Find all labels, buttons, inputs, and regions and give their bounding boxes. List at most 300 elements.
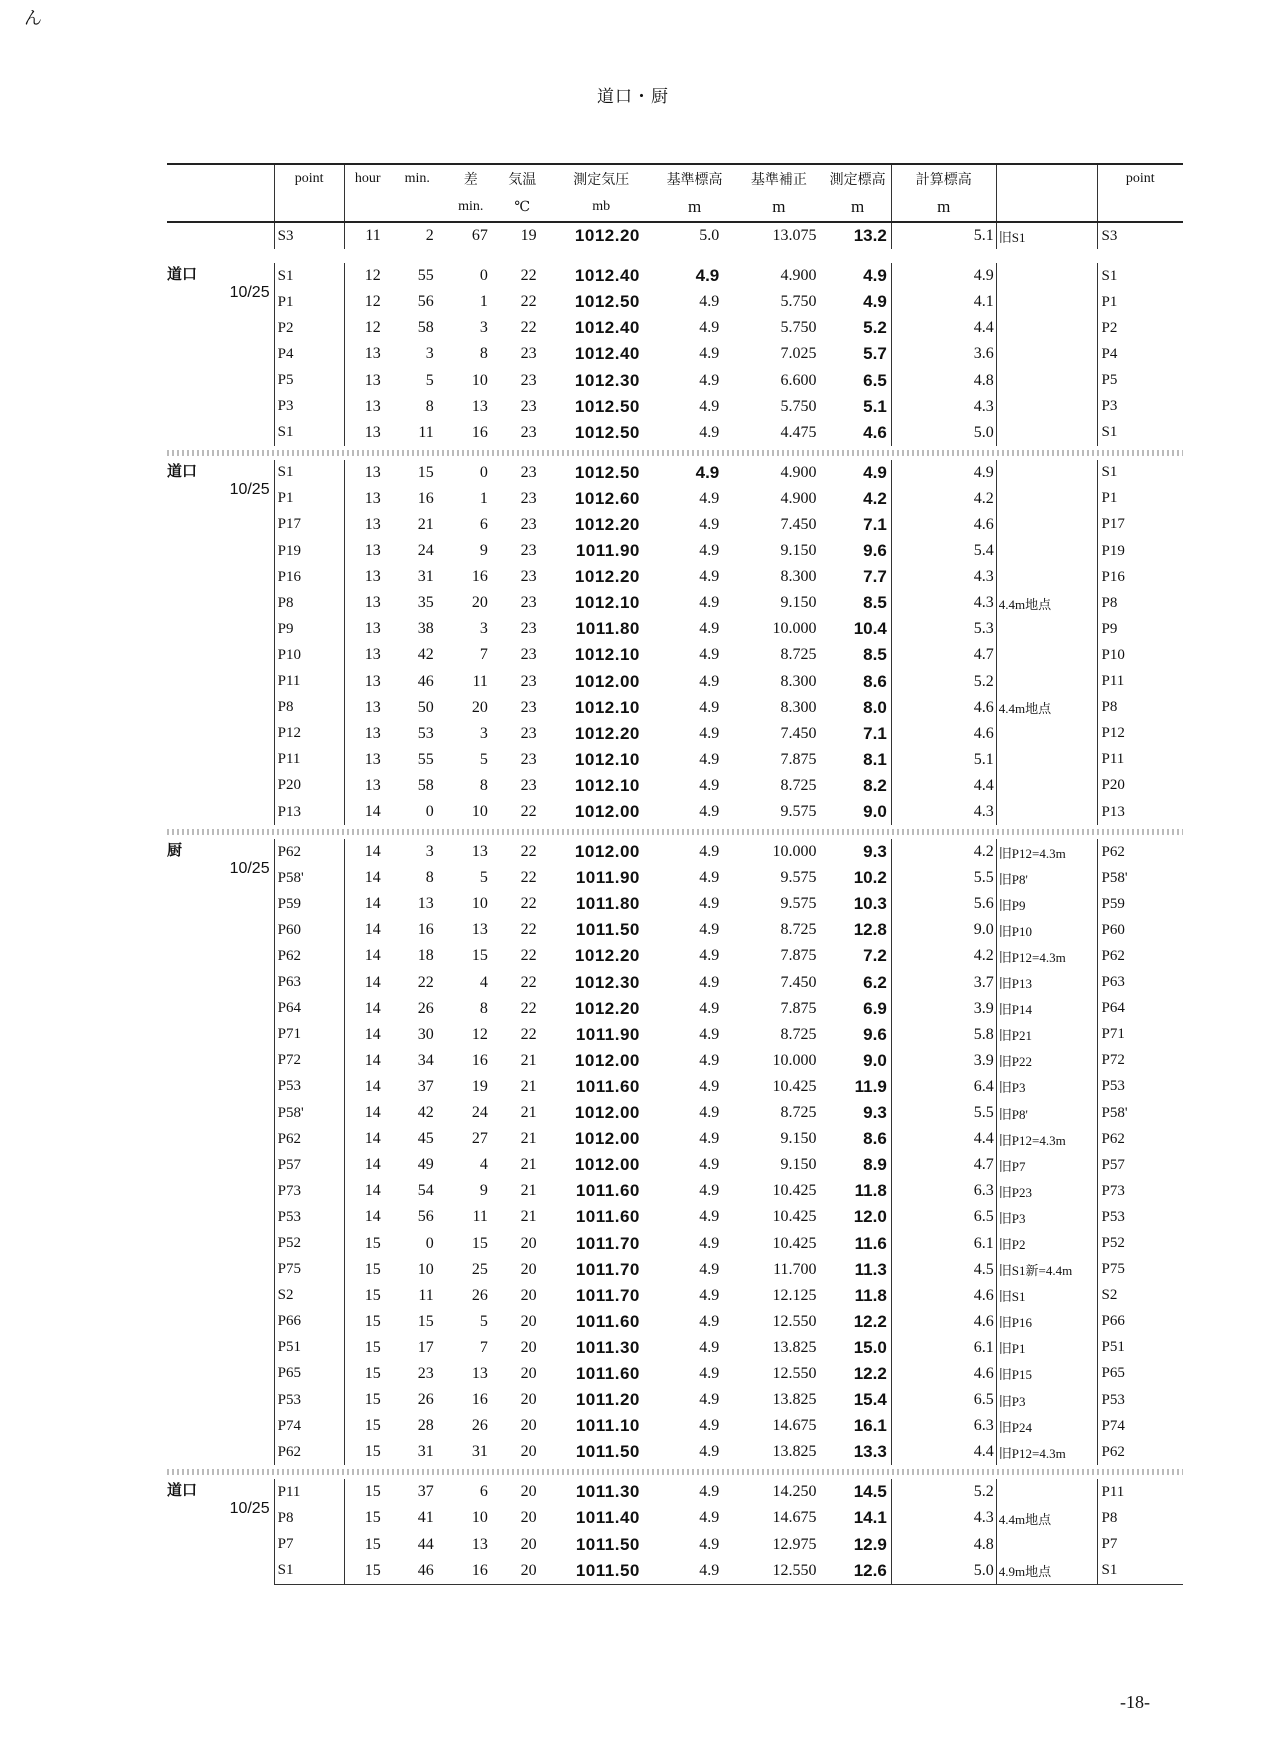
point-cell: P62: [274, 1439, 344, 1465]
pressure-cell: 1011.70: [575, 1285, 640, 1305]
min-cell: 2: [425, 227, 434, 245]
pressure-cell: 1011.60: [575, 1363, 640, 1383]
calc-height-cell: 6.5: [891, 1387, 996, 1413]
hour-cell: 13: [364, 489, 381, 507]
point2-cell: P71: [1097, 1022, 1183, 1048]
point2-cell: P65: [1097, 1361, 1183, 1387]
base-height-cell: 4.9: [699, 1156, 720, 1174]
point2-cell: P73: [1097, 1178, 1183, 1204]
table-row: [167, 1178, 1183, 1204]
hour-cell: 14: [364, 1130, 381, 1148]
note-cell: [996, 512, 1097, 538]
base-height-cell: 4.9: [699, 672, 720, 690]
min-cell: 53: [417, 724, 434, 742]
point2-cell: P5: [1097, 367, 1183, 393]
point-cell: P12: [274, 721, 344, 747]
calc-height-cell: 3.9: [891, 1048, 996, 1074]
base-height-cell: 4.9: [699, 1182, 720, 1200]
diff-cell: 15: [471, 947, 488, 965]
table-row: [167, 590, 1183, 616]
pressure-cell: 1011.90: [575, 541, 640, 561]
point2-cell: P60: [1097, 917, 1183, 943]
pressure-cell: 1011.90: [575, 1024, 640, 1044]
temp-cell: 23: [520, 423, 537, 441]
min-cell: 31: [417, 568, 434, 586]
diff-cell: 9: [479, 542, 488, 560]
hour-cell: 14: [364, 1025, 381, 1043]
separator-cell: [167, 825, 1183, 839]
pressure-cell: 1012.50: [574, 396, 640, 416]
calc-height-cell: 4.3: [891, 590, 996, 616]
meas-height-cell: 9.6: [824, 538, 891, 564]
point2-cell: P53: [1097, 1387, 1183, 1413]
base-corr-cell: 9.150: [780, 542, 817, 560]
meas-height-cell: 5.7: [824, 341, 891, 367]
group-separator: [167, 446, 1183, 460]
hour-cell: 15: [364, 1312, 381, 1330]
pressure-cell: 1012.00: [574, 671, 640, 691]
table-row: [167, 315, 1183, 341]
pressure-cell: 1012.00: [574, 1129, 640, 1149]
temp-cell: 23: [520, 489, 537, 507]
diff-cell: 8: [479, 776, 488, 794]
point-cell: P9: [274, 616, 344, 642]
base-corr-cell: 7.450: [780, 724, 817, 742]
diff-cell: 26: [471, 1286, 488, 1304]
min-cell: 44: [417, 1535, 434, 1553]
meas-height-cell: 8.6: [824, 669, 891, 695]
hour-cell: 13: [364, 397, 381, 415]
diff-cell: 0: [479, 267, 488, 285]
table-row: [167, 1439, 1183, 1465]
point-cell: P11: [274, 669, 344, 695]
meas-height-cell: 4.9: [824, 263, 891, 289]
min-cell: 13: [417, 895, 434, 913]
temp-cell: 20: [520, 1286, 537, 1304]
table-row: [167, 721, 1183, 747]
calc-height-cell: 5.5: [891, 865, 996, 891]
diff-cell: 11: [472, 1208, 488, 1226]
point-cell: P71: [274, 1022, 344, 1048]
pressure-cell: 1012.00: [574, 1050, 640, 1070]
pressure-cell: 1011.50: [575, 1442, 640, 1462]
base-height-cell: 4.9: [699, 345, 720, 363]
base-corr-cell: 5.750: [780, 397, 817, 415]
page-number: -18-: [1120, 1692, 1150, 1712]
note-cell: 旧P15: [998, 1367, 1032, 1383]
base-height-cell: 4.9: [699, 698, 720, 716]
note-cell: 旧P12=4.3m: [998, 1445, 1066, 1461]
unit-meas-height: m: [824, 193, 891, 222]
note-cell: [996, 263, 1097, 289]
meas-height-cell: 7.7: [824, 564, 891, 590]
temp-cell: 20: [520, 1535, 537, 1553]
pressure-cell: 1011.10: [575, 1416, 640, 1436]
point2-cell: P19: [1097, 538, 1183, 564]
point2-cell: P62: [1097, 1439, 1183, 1465]
base-height-cell: 4.9: [699, 423, 720, 441]
diff-cell: 16: [471, 568, 488, 586]
base-corr-cell: 12.550: [772, 1364, 817, 1382]
base-corr-cell: 10.425: [772, 1234, 817, 1252]
min-cell: 49: [417, 1156, 434, 1174]
hour-cell: 14: [364, 803, 381, 821]
table-row: [167, 1558, 1183, 1585]
pressure-cell: 1012.50: [574, 292, 640, 312]
min-cell: 41: [417, 1509, 434, 1527]
point2-cell: P3: [1097, 394, 1183, 420]
temp-cell: 22: [520, 803, 537, 821]
calc-height-cell: 4.6: [891, 1361, 996, 1387]
pressure-cell: 1011.60: [575, 1207, 640, 1227]
unit-base-height: m: [656, 193, 733, 222]
pressure-cell: 1012.20: [574, 998, 640, 1018]
note-cell: [996, 486, 1097, 512]
point-cell: P8: [274, 695, 344, 721]
unit-diff: min.: [444, 193, 498, 222]
hour-cell: 15: [364, 1338, 381, 1356]
pressure-cell: 1012.50: [574, 422, 640, 442]
base-height-cell: 4.9: [699, 293, 720, 311]
separator-cell: [167, 446, 1183, 460]
hour-cell: 13: [364, 423, 381, 441]
point2-cell: P4: [1097, 341, 1183, 367]
header-min: min.: [391, 164, 444, 193]
calc-height-cell: 9.0: [891, 917, 996, 943]
temp-cell: 23: [520, 515, 537, 533]
base-corr-cell: 4.900: [780, 463, 817, 481]
calc-height-cell: 4.6: [891, 512, 996, 538]
unit-note: [996, 193, 1097, 222]
calc-height-cell: 4.9: [891, 263, 996, 289]
diff-cell: 27: [471, 1130, 488, 1148]
point2-cell: P53: [1097, 1074, 1183, 1100]
table-row: [167, 538, 1183, 564]
base-height-cell: 4.9: [699, 1391, 720, 1409]
note-cell: 旧P12=4.3m: [998, 845, 1066, 861]
base-corr-cell: 7.875: [780, 947, 817, 965]
note-cell: 4.4m地点: [998, 1511, 1052, 1527]
calc-height-cell: 4.4: [891, 1439, 996, 1465]
hour-cell: 12: [364, 293, 381, 311]
base-corr-cell: 8.300: [780, 698, 817, 716]
base-corr-cell: 8.725: [780, 646, 817, 664]
base-corr-cell: 5.750: [780, 319, 817, 337]
point2-cell: P52: [1097, 1230, 1183, 1256]
diff-cell: 5: [479, 869, 488, 887]
point2-cell: P11: [1097, 747, 1183, 773]
calc-height-cell: 4.4: [891, 1126, 996, 1152]
meas-height-cell: 10.3: [824, 891, 891, 917]
pressure-cell: 1012.00: [574, 842, 640, 862]
table-row: [167, 460, 1183, 486]
hour-cell: 15: [364, 1234, 381, 1252]
note-cell: 旧P8': [998, 871, 1028, 887]
unit-pressure: mb: [547, 193, 656, 222]
point-cell: P53: [274, 1074, 344, 1100]
base-corr-cell: 5.750: [780, 293, 817, 311]
point2-cell: P11: [1097, 1479, 1183, 1505]
min-cell: 11: [418, 423, 434, 441]
meas-height-cell: 14.5: [824, 1479, 891, 1505]
note-cell: [996, 564, 1097, 590]
calc-height-cell: 4.4: [891, 773, 996, 799]
point2-cell: S1: [1097, 1558, 1183, 1585]
meas-height-cell: 8.9: [824, 1152, 891, 1178]
pressure-cell: 1012.40: [574, 344, 640, 364]
pressure-cell: 1012.10: [574, 749, 640, 769]
min-cell: 15: [417, 1312, 434, 1330]
calc-height-cell: 5.1: [891, 747, 996, 773]
page-title: 道口・厨: [597, 87, 669, 107]
table-row: [167, 1204, 1183, 1230]
calc-height-cell: 5.2: [891, 669, 996, 695]
note-cell: 旧S1新=4.4m: [998, 1263, 1073, 1279]
hour-cell: 14: [364, 999, 381, 1017]
min-cell: 16: [417, 921, 434, 939]
base-height-cell: 4.9: [656, 1558, 733, 1585]
meas-height-cell: 8.2: [824, 773, 891, 799]
point2-cell: P62: [1097, 943, 1183, 969]
note-cell: [996, 538, 1097, 564]
diff-cell: 16: [471, 1051, 488, 1069]
temp-cell: 23: [520, 750, 537, 768]
note-cell: 旧P2: [998, 1237, 1026, 1253]
table-row: [167, 799, 1183, 825]
point-cell: S1: [274, 1558, 344, 1585]
table-row: [167, 1048, 1183, 1074]
point-cell: P64: [274, 996, 344, 1022]
base-corr-cell: 10.425: [772, 1077, 817, 1095]
pressure-cell: 1012.10: [574, 645, 640, 665]
note-cell: 4.9m地点: [996, 1558, 1097, 1585]
group-separator: [167, 825, 1183, 839]
base-corr-cell: 14.675: [772, 1509, 817, 1527]
temp-cell: 23: [520, 620, 537, 638]
table-row: [167, 1505, 1183, 1531]
base-height-cell: 4.9: [699, 620, 720, 638]
note-cell: 旧P16: [998, 1315, 1032, 1331]
diff-cell: 11: [472, 672, 488, 690]
note-cell: 旧P10: [998, 923, 1032, 939]
base-corr-cell: 7.450: [780, 515, 817, 533]
diff-cell: 6: [479, 1483, 488, 1501]
meas-height-cell: 4.2: [824, 486, 891, 512]
note-cell: 旧P14: [998, 1002, 1032, 1018]
point2-cell: P12: [1097, 721, 1183, 747]
point-cell: P10: [274, 642, 344, 668]
location-cell: [167, 263, 274, 446]
calc-height-cell: 4.6: [891, 1283, 996, 1309]
temp-cell: 23: [520, 776, 537, 794]
table-row: [167, 1126, 1183, 1152]
base-height-cell: 4.9: [699, 1338, 720, 1356]
note-cell: 旧P1: [998, 1341, 1026, 1357]
table-row: [167, 773, 1183, 799]
meas-height-cell: 6.9: [824, 996, 891, 1022]
point-cell: P72: [274, 1048, 344, 1074]
base-corr-cell: 10.000: [772, 1051, 817, 1069]
base-corr-cell: 9.575: [780, 895, 817, 913]
min-cell: 0: [425, 803, 434, 821]
pressure-cell: 1012.10: [574, 775, 640, 795]
point2-cell: P66: [1097, 1309, 1183, 1335]
temp-cell: 23: [520, 698, 537, 716]
temp-cell: 23: [520, 542, 537, 560]
base-corr-cell: 7.875: [780, 999, 817, 1017]
temp-cell: 22: [520, 1025, 537, 1043]
base-corr-cell: 7.450: [780, 973, 817, 991]
point-cell: P58': [274, 1100, 344, 1126]
point2-cell: P62: [1097, 839, 1183, 865]
meas-height-cell: 9.0: [824, 799, 891, 825]
calc-height-cell: 4.2: [891, 943, 996, 969]
pressure-cell: 1011.50: [547, 1558, 656, 1585]
point-cell: P51: [274, 1335, 344, 1361]
hour-cell: 14: [364, 1104, 381, 1122]
temp-cell: 22: [520, 319, 537, 337]
base-height-cell: 4.9: [699, 750, 720, 768]
base-height-cell: 4.9: [699, 1208, 720, 1226]
base-height-cell: 4.9: [699, 371, 720, 389]
point2-cell: P11: [1097, 669, 1183, 695]
group-separator: [167, 1465, 1183, 1479]
point2-cell: P16: [1097, 564, 1183, 590]
meas-height-cell: 9.3: [824, 1100, 891, 1126]
base-height-cell: 4.9: [699, 646, 720, 664]
calc-height-cell: 6.1: [891, 1230, 996, 1256]
meas-height-cell: 11.6: [824, 1230, 891, 1256]
header-location: [167, 164, 274, 193]
point-cell: P62: [274, 839, 344, 865]
calc-height-cell: 5.6: [891, 891, 996, 917]
base-corr-cell: 13.075: [772, 227, 817, 245]
min-cell: 37: [417, 1077, 434, 1095]
calc-height-cell: 6.3: [891, 1178, 996, 1204]
header-base-height: 基準標高: [656, 164, 733, 193]
pressure-cell: 1011.30: [575, 1482, 640, 1502]
point-cell: P2: [274, 315, 344, 341]
calc-height-cell: 4.6: [891, 721, 996, 747]
pressure-cell: 1012.20: [574, 514, 640, 534]
temp-cell: 22: [520, 921, 537, 939]
table-row: [167, 1283, 1183, 1309]
base-corr-cell: 8.300: [780, 672, 817, 690]
diff-cell: 3: [479, 319, 488, 337]
note-cell: 旧P21: [998, 1028, 1032, 1044]
point2-cell: P62: [1097, 1126, 1183, 1152]
meas-height-cell: 11.8: [824, 1178, 891, 1204]
point-cell: S3: [274, 222, 344, 249]
calc-height-cell: 4.8: [891, 367, 996, 393]
hour-cell: 13: [364, 750, 381, 768]
table-row: [167, 1335, 1183, 1361]
base-height-cell: 4.9: [699, 1234, 720, 1252]
table-row: [167, 669, 1183, 695]
temp-cell: 20: [520, 1260, 537, 1278]
calc-height-cell: 4.2: [891, 486, 996, 512]
group-gap: [167, 249, 1183, 263]
temp-cell: 20: [520, 1509, 537, 1527]
diff-cell: 10: [471, 803, 488, 821]
meas-height-cell: 15.0: [824, 1335, 891, 1361]
point-cell: S1: [274, 460, 344, 486]
base-height-cell: 4.9: [699, 1104, 720, 1122]
diff-cell: 20: [471, 698, 488, 716]
base-corr-cell: 14.675: [772, 1417, 817, 1435]
note-cell: 旧P3: [998, 1080, 1026, 1096]
hour-cell: 13: [364, 646, 381, 664]
calc-height-cell: 3.6: [891, 341, 996, 367]
meas-height-cell: 4.9: [824, 289, 891, 315]
min-cell: 58: [417, 776, 434, 794]
table-row: [167, 865, 1183, 891]
table-row: [167, 943, 1183, 969]
base-height-cell: 4.9: [699, 895, 720, 913]
min-cell: 24: [417, 542, 434, 560]
point2-cell: P63: [1097, 970, 1183, 996]
pressure-cell: 1011.80: [575, 894, 640, 914]
min-cell: 58: [417, 319, 434, 337]
note-cell: [996, 799, 1097, 825]
diff-cell: 20: [471, 594, 488, 612]
temp-cell: 22: [520, 999, 537, 1017]
diff-cell: 19: [471, 1077, 488, 1095]
point2-cell: P10: [1097, 642, 1183, 668]
meas-height-cell: 5.1: [824, 394, 891, 420]
diff-cell: 31: [471, 1443, 488, 1461]
meas-height-cell: 14.1: [824, 1505, 891, 1531]
table-row: [167, 839, 1183, 865]
note-cell: 4.4m地点: [998, 701, 1052, 717]
table-row: [167, 642, 1183, 668]
table-row: [167, 917, 1183, 943]
table-row: [167, 263, 1183, 289]
point-cell: P4: [274, 341, 344, 367]
min-cell: 26: [417, 1391, 434, 1409]
table-row: [167, 1074, 1183, 1100]
pressure-cell: 1011.60: [575, 1311, 640, 1331]
pressure-cell: 1012.20: [574, 567, 640, 587]
note-cell: 旧P22: [998, 1054, 1032, 1070]
calc-height-cell: 4.3: [891, 1505, 996, 1531]
calc-height-cell: 5.5: [891, 1100, 996, 1126]
base-corr-cell: 10.000: [772, 620, 817, 638]
point2-cell: S2: [1097, 1283, 1183, 1309]
hour-cell: 13: [364, 672, 381, 690]
meas-height-cell: 6.2: [824, 970, 891, 996]
meas-height-cell: 8.0: [824, 695, 891, 721]
header-point2: point: [1097, 164, 1183, 193]
location-cell: [167, 222, 274, 249]
meas-height-cell: 12.8: [824, 917, 891, 943]
min-cell: 3: [425, 843, 434, 861]
min-cell: 28: [417, 1417, 434, 1435]
hour-cell: 14: [364, 1051, 381, 1069]
meas-height-cell: 7.1: [824, 512, 891, 538]
hour-cell: 13: [364, 594, 381, 612]
min-cell: 8: [425, 869, 434, 887]
point-cell: P53: [274, 1204, 344, 1230]
hour-cell: 13: [364, 463, 381, 481]
temp-cell: 23: [520, 568, 537, 586]
point2-cell: P75: [1097, 1257, 1183, 1283]
note-cell: [996, 721, 1097, 747]
base-corr-cell: 8.725: [780, 1025, 817, 1043]
unit-hour: [344, 193, 391, 222]
diff-cell: 13: [471, 843, 488, 861]
point2-cell: P8: [1097, 1505, 1183, 1531]
